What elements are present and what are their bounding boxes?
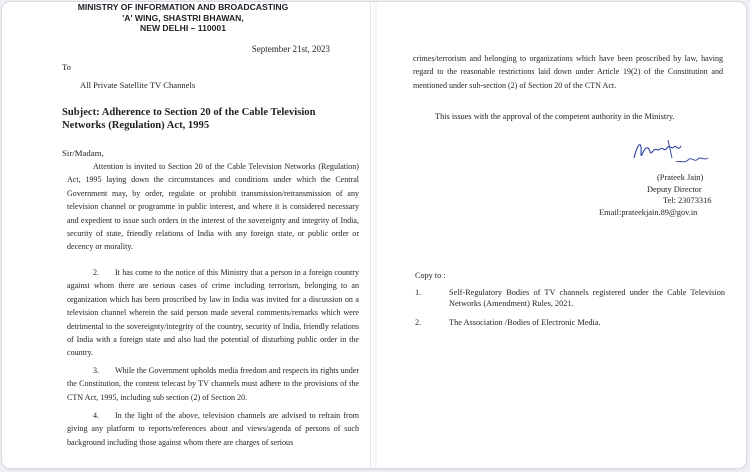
paragraph-2 [67, 266, 359, 360]
subject-line: Subject: Adherence to Section 20 of the Cable Television Networks (Regulation) Act, 1995 [62, 107, 316, 131]
paragraph-text: It has come to the notice of this Ministry that a person in a foreign country against whom there are serious cases of crime including terrorism, belonging to an organization which has been proscribed by law in India was invited for a discussion on a television channel wherein the said person made several comments/remarks which were detrimental to the sovereignty/integrity of the country, security of India, friendly relations of India with a foreign state and also had the potential of disturbing public order in the country. [67, 268, 359, 358]
letterhead-city: NEW DELHI – 110001 [140, 23, 226, 33]
to-label: To [62, 62, 71, 72]
page-2 [377, 2, 746, 468]
copy-item-number: 2. [415, 318, 422, 327]
signatory-designation: Deputy Director [647, 185, 702, 194]
signatory-phone: Tel: 23073316 [663, 196, 712, 205]
page-1 [10, 2, 371, 468]
copy-item-number: 1. [415, 288, 422, 297]
paragraph-text: In the light of the above, television channels are advised to refrain from giving any platform to reports/references about and views/agenda of persons of such background including those against whom there are charges of serious [67, 411, 359, 447]
copy-to-label: Copy to : [415, 271, 446, 280]
paragraph-text: Attention is invited to Section 20 of the Cable Television Networks (Regulation) Act, 1995 laying down the circumstances and conditions under which the Central Government may, by order, regulate or prohibit transmission/retransmission of any television channel or programme in public interest, and where it is considered necessary and expedient to issue such orders in the interest of the sovereignty and integrity of India, security of state, friendly relations of India with any foreign state, or public order or decency or morality. [67, 162, 359, 252]
letterhead-ministry: MINISTRY OF INFORMATION AND BROADCASTING [77, 2, 289, 12]
salutation: Sir/Madam, [62, 148, 104, 158]
paragraph-text: While the Government upholds media freedom and respects its rights under the Constitution, the content telecast by TV channels must adhere to the provisions of the CTN Act, 1995, including sub section (2) of Section 20. [67, 366, 359, 402]
copy-item-text: Self-Regulatory Bodies of TV channels registered under the Cable Television Networks (Amendment) Rules, 2021. [449, 288, 725, 308]
handwritten-signature [632, 136, 712, 166]
continuation-paragraph: crimes/terrorism and belonging to organizations which have been proscribed by law, having regard to the reasonable restrictions laid down under Article 19(2) of the Constitution and mentioned under sub-section (2) of Section 20 of the CTN Act. [413, 54, 723, 90]
signatory-email: Email:prateekjain.89@gov.in [599, 208, 698, 217]
paragraph-4 [67, 409, 359, 449]
recipient: All Private Satellite TV Channels [80, 80, 196, 90]
letterhead-wing: 'A' WING, SHASTRI BHAWAN, [122, 12, 244, 23]
approval-note: This issues with the approval of the competent authority in the Ministry. [435, 112, 675, 121]
letter-date: September 21st, 2023 [251, 44, 330, 54]
paragraph-3 [67, 364, 359, 404]
signatory-name: (Prateek Jain) [657, 173, 704, 182]
paragraph-1 [67, 160, 359, 254]
document-viewer [2, 2, 746, 468]
paragraph-number: 4. [93, 411, 100, 420]
letterhead [58, 2, 308, 34]
paragraph-number: 3. [93, 366, 100, 375]
paragraph-number: 2. [93, 268, 100, 277]
copy-item-text: The Association /Bodies of Electronic Media. [449, 318, 601, 327]
